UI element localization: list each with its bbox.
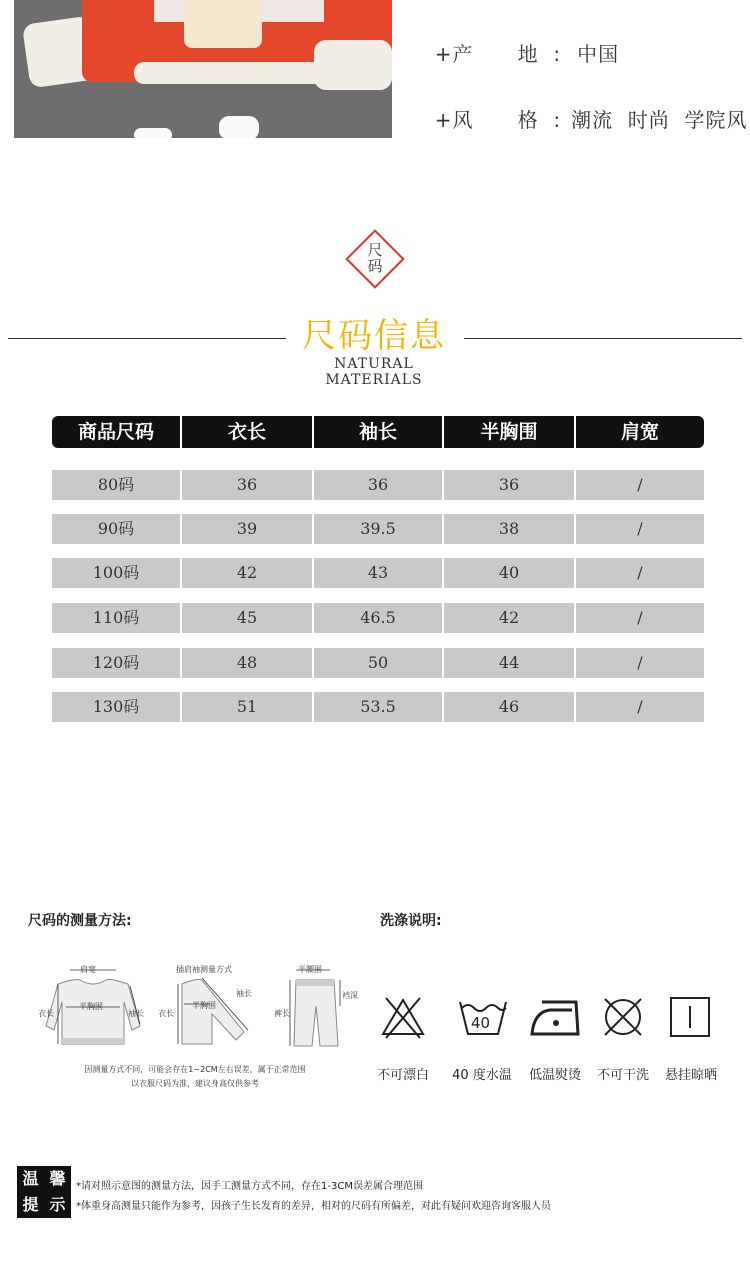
size-badge: 尺 码 — [350, 234, 400, 284]
table-row — [52, 603, 704, 633]
table-row — [52, 470, 704, 500]
measurement-note: 因测量方式不同，可能会存在1~2CM左右误差，属于正常范围 以衣服尺码为准，建议身高仅供参考 — [84, 1065, 306, 1088]
heading-divider-right — [464, 338, 742, 339]
label-length: 衣长 — [38, 1009, 54, 1018]
section-title: 尺码信息 — [302, 316, 446, 356]
tips-badge: 温 馨 提 示 — [17, 1166, 71, 1218]
cell-size: 100码 — [52, 558, 182, 588]
label-rise: 裆深 — [342, 991, 358, 1000]
cell-length: 48 — [182, 648, 314, 678]
label-shoulder: 肩宽 — [80, 965, 96, 974]
header-length: 衣长 — [182, 416, 314, 448]
measurement-title: 尺码的测量方法: — [28, 913, 132, 929]
cell-sleeve: 36 — [314, 470, 444, 500]
cell-sleeve: 53.5 — [314, 692, 444, 722]
cell-length: 45 — [182, 603, 314, 633]
cell-sleeve: 50 — [314, 648, 444, 678]
cell-chest: 46 — [444, 692, 576, 722]
cell-length: 42 — [182, 558, 314, 588]
table-row — [52, 692, 704, 722]
cell-sleeve: 46.5 — [314, 603, 444, 633]
label-raglan-length: 衣长 — [158, 1009, 174, 1018]
section-subtitle: NATURAL MATERIALS — [325, 356, 423, 388]
label-sleeve: 袖长 — [128, 1009, 144, 1018]
cell-chest: 36 — [444, 470, 576, 500]
header-size: 商品尺码 — [52, 416, 182, 448]
label-waist: 半腰围 — [298, 965, 322, 974]
attribute-style: +风 格 : 潮流 时尚 学院风 — [434, 108, 748, 132]
cell-length: 51 — [182, 692, 314, 722]
cell-sleeve: 39.5 — [314, 514, 444, 544]
header-shoulder: 肩宽 — [620, 421, 659, 443]
cell-sleeve: 43 — [314, 558, 444, 588]
cell-length: 39 — [182, 514, 314, 544]
cell-size: 110码 — [52, 603, 182, 633]
hang-dry-icon — [668, 994, 714, 1040]
cell-shoulder: / — [576, 692, 704, 722]
cell-size: 80码 — [52, 470, 182, 500]
heading-divider-left — [8, 338, 286, 339]
cell-chest: 44 — [444, 648, 576, 678]
cell-shoulder: / — [576, 558, 704, 588]
label-raglan-chest: 半胸围 — [192, 1001, 216, 1010]
raglan-diagram — [152, 962, 272, 1054]
cell-length: 36 — [182, 470, 314, 500]
cell-chest: 40 — [444, 558, 576, 588]
attribute-origin: +产 地 : 中国 — [434, 42, 620, 66]
cell-shoulder: / — [576, 603, 704, 633]
cell-size: 90码 — [52, 514, 182, 544]
no-dry-clean-icon — [600, 994, 646, 1040]
wash-label-temp: 40 度水温 — [452, 1068, 512, 1083]
label-raglan-title: 插肩袖测量方式 — [176, 965, 232, 974]
cell-chest: 42 — [444, 603, 576, 633]
table-row — [52, 648, 704, 678]
wash-label-hang-dry: 悬挂晾晒 — [664, 1068, 717, 1083]
wash-40-icon — [456, 994, 502, 1040]
wash-label-no-bleach: 不可漂白 — [376, 1068, 429, 1083]
product-photo — [14, 0, 392, 138]
cell-shoulder: / — [576, 514, 704, 544]
cell-chest: 38 — [444, 514, 576, 544]
size-table-header — [52, 416, 704, 448]
label-pants-length: 裤长 — [274, 1009, 290, 1018]
wash-label-dry-clean: 不可干洗 — [596, 1068, 649, 1083]
washing-title: 洗涤说明: — [380, 913, 442, 929]
table-row — [52, 514, 704, 544]
table-row — [52, 558, 704, 588]
cell-shoulder: / — [576, 648, 704, 678]
pants-diagram — [274, 962, 366, 1054]
no-bleach-icon — [380, 994, 426, 1040]
label-raglan-sleeve: 袖长 — [236, 989, 252, 998]
wash-label-iron: 低温熨烫 — [528, 1068, 581, 1083]
cell-size: 130码 — [52, 692, 182, 722]
header-chest: 半胸围 — [444, 416, 576, 448]
wash-temp-text: 40 — [471, 1014, 491, 1032]
label-chest: 半胸围 — [79, 1002, 103, 1011]
header-sleeve: 袖长 — [314, 416, 444, 448]
sweatshirt-diagram — [36, 962, 146, 1054]
tip-line-1: *请对照示意图的测量方法，因手工测量方式不同，存在1-3CM误差属合理范围 — [76, 1181, 423, 1192]
cell-size: 120码 — [52, 648, 182, 678]
low-iron-icon — [528, 994, 582, 1040]
tip-line-2: *体重身高测量只能作为参考，因孩子生长发育的差异，相对的尺码有所偏差，对此有疑问欢迎咨询客服人员 — [76, 1201, 551, 1212]
cell-shoulder: / — [576, 470, 704, 500]
